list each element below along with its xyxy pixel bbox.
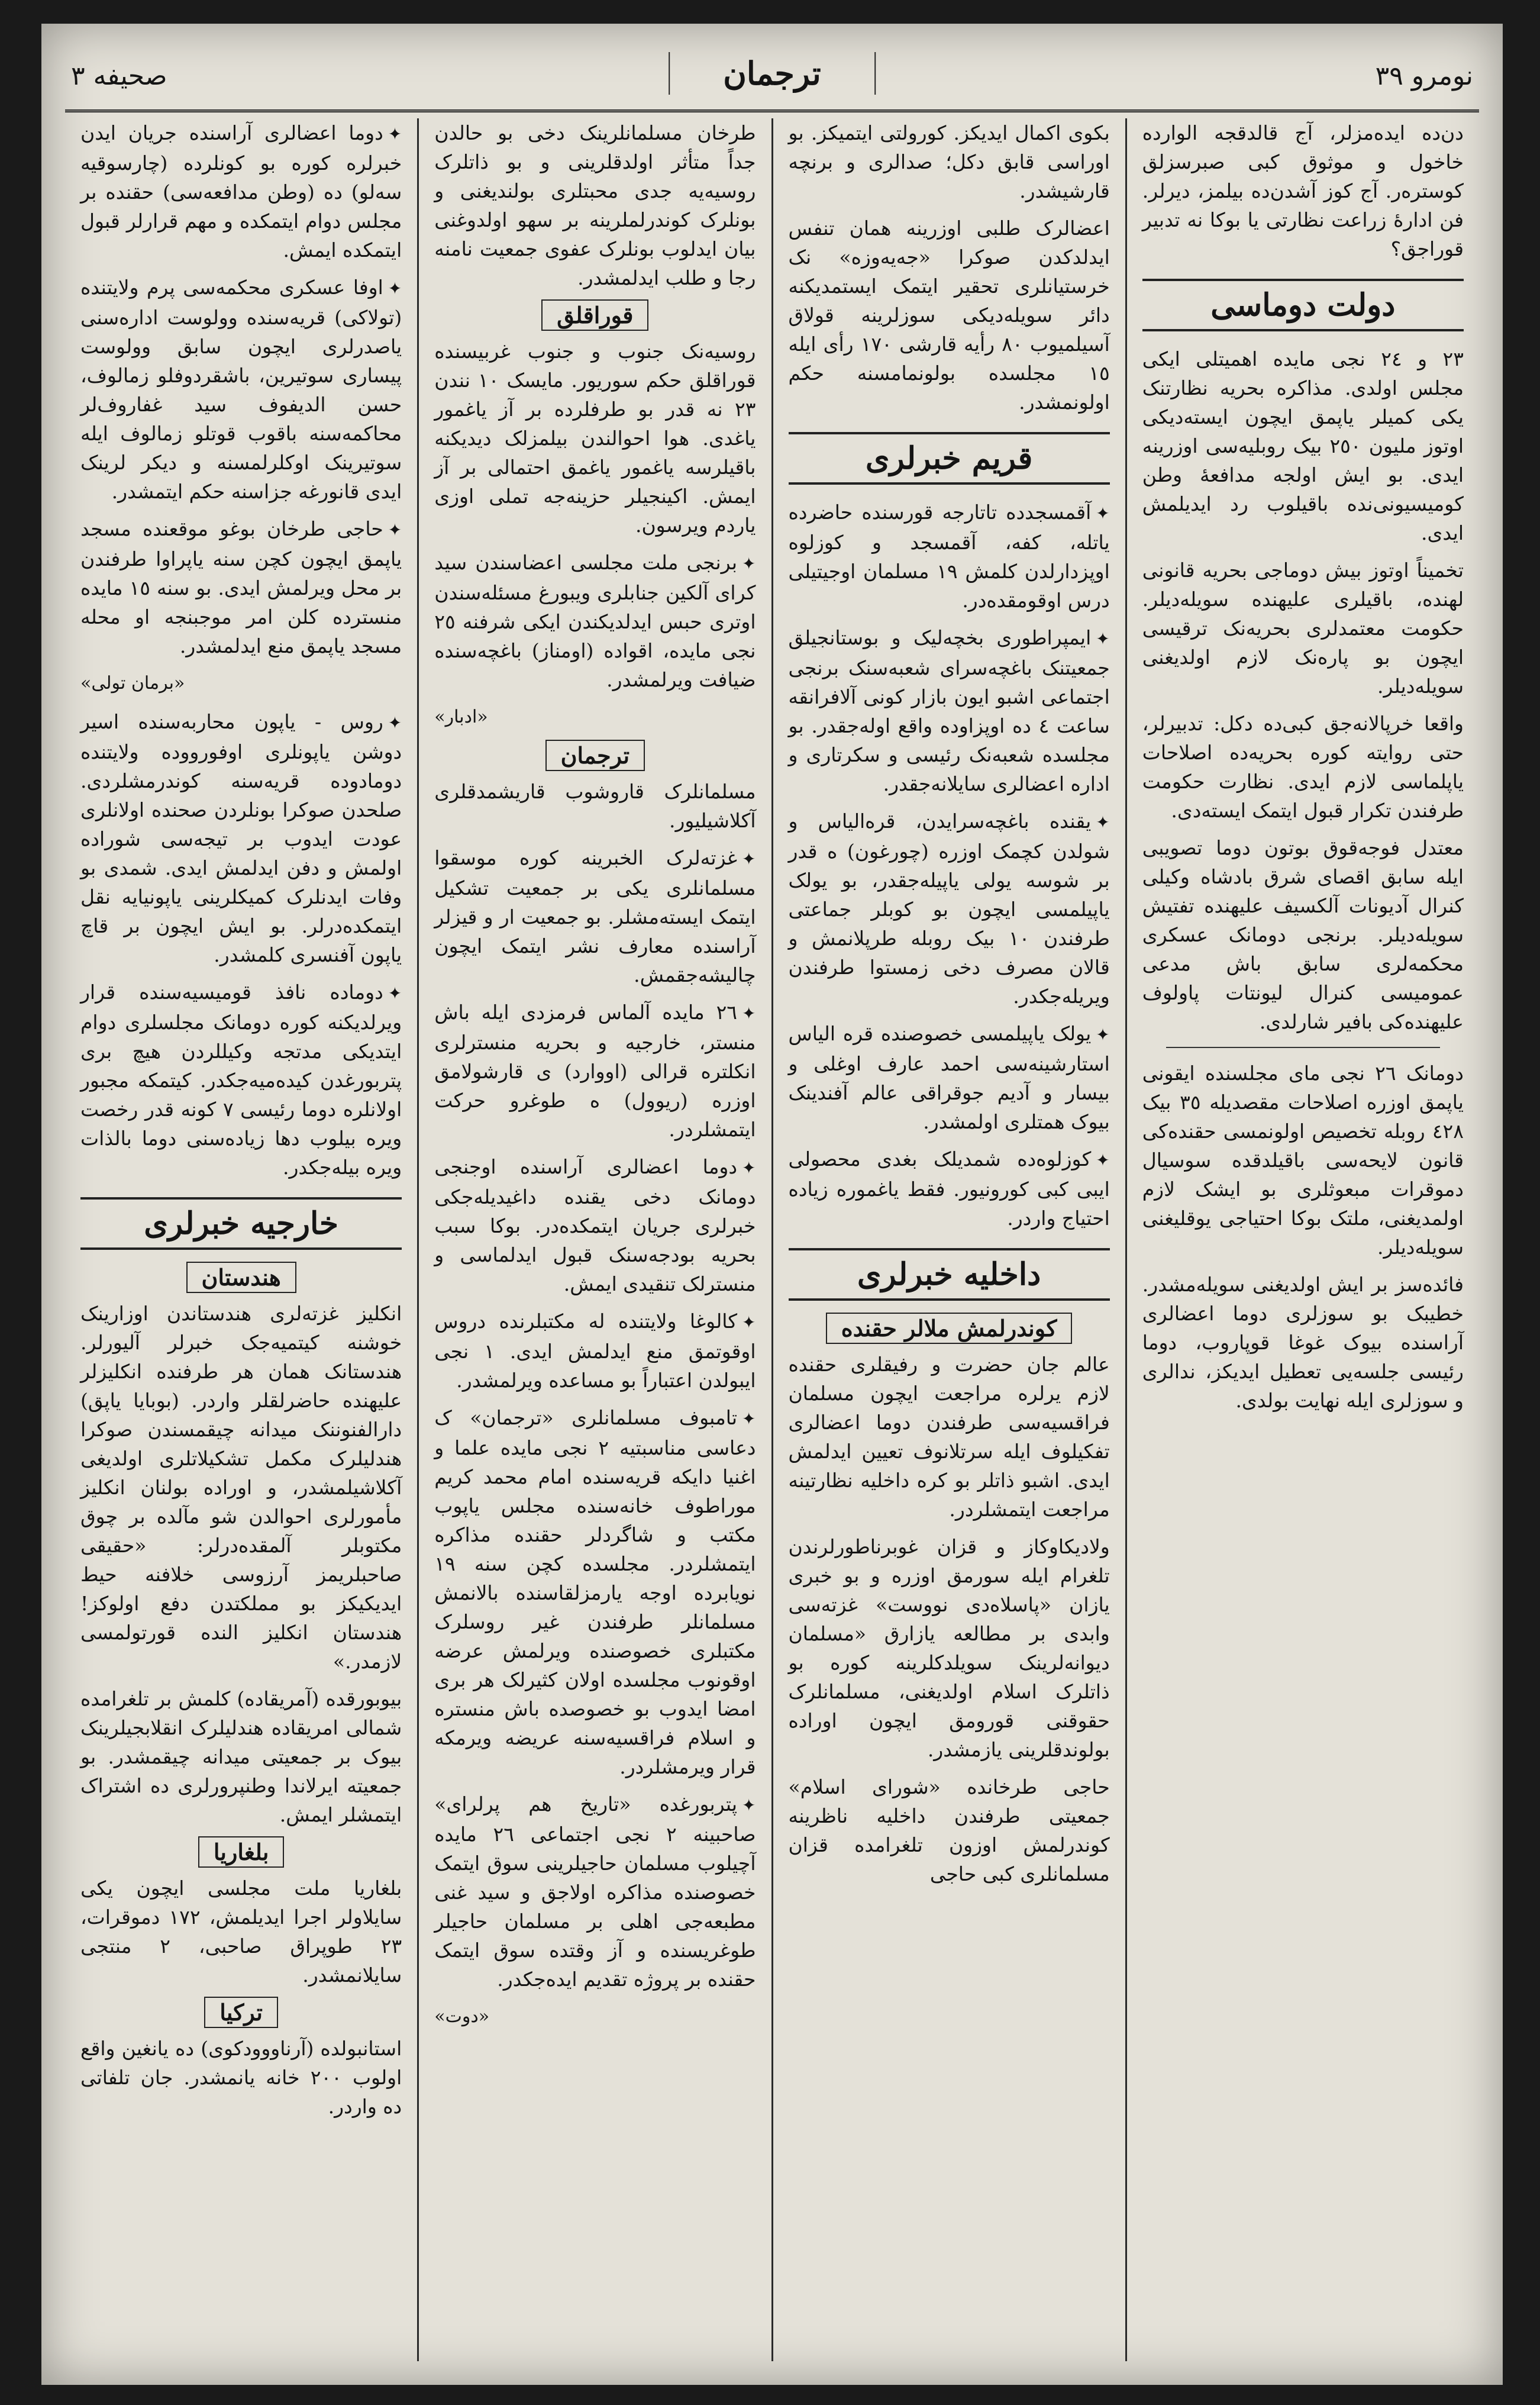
news-text: آقمسجدده تاتارجه قورسنده حاضرده یاتله، کفه، آقمسجد و کوزلوه اوپزدارلدن کلمش ١٩ مسلمان اوجیتیلی درس اوقومقده‌در.	[788, 501, 1110, 612]
bullet-icon: ✦	[388, 984, 402, 1003]
paragraph: بکوی اکمال ایدیکز. کورولتی ایتمیکز. بو اوراسی قابق دکل؛ صدالری و برنچه قارشیشدر.	[788, 121, 1110, 202]
news-item	[434, 1307, 756, 1395]
news-item	[80, 273, 402, 506]
paragraph: ولادیکاوکاز و قزان غوبرناطورلرندن تلغرام ایله سورمق اوزره و بو خبری یازان «پاسلاه‌دی نووست» غزته‌سی وابدی بر مطالعه یازارق «مسلمان دیوانه‌لرینک سویلدکلرینه کوره بو ذاتلرک اسلام اولدیغنی، مسلمانلرک حقوقنی قورومق ایچون اوراده بولوندقلرینی یازمشدر.	[788, 1535, 1110, 1761]
news-item	[789, 498, 1110, 615]
sub-title	[789, 1314, 1110, 1343]
sub-title-text: هندستان	[186, 1262, 296, 1293]
bullet-icon: ✦	[742, 1313, 756, 1332]
column-2	[773, 118, 1127, 2361]
news-item	[434, 998, 756, 1144]
news-text: ایمپراطوری بخچه‌لیک و بوستانجیلق جمعیتنک باغچه‌سرای شعبه‌سنک برنجی اجتماعی اشبو ایون بازار کونی آلافرانقه ساعت ٤ ده اوپزاوده واقع اوله‌جقدر. بو مجلسده شعبه‌نک رئیسی و سکرتاری و اداره اعضالری سایلانه‌جقدر.	[788, 626, 1110, 795]
news-item	[80, 514, 402, 660]
column-4	[65, 118, 419, 2361]
news-item	[434, 1403, 756, 1781]
news-text: کوزلوه‌ده شمدیلک بغدی محصولی ایبی کبی کورونیور. فقط یاغموره زیاده احتیاج واردر.	[788, 1147, 1110, 1230]
news-item	[80, 707, 402, 969]
bullet-icon: ✦	[1096, 813, 1110, 832]
bullet-icon: ✦	[1096, 1150, 1110, 1170]
column-1	[1127, 118, 1479, 2361]
paragraph: عالم جان حضرت و رفیقلری حقنده لازم یرلره مراجعت ایچون مسلمان فراقسیه‌سی طرفندن دوما اعضالری تفکیلوف ایله سرتلانوف تعیین ایدلمش ایدی. اشبو ذاتلر بو کره داخلیه نظارتینه مراجعت ایتمشلردر.	[788, 1353, 1110, 1521]
paragraph: حاجی طرخانده «شورای اسلام» جمعیتی طرفندن داخلیه ناظرینه کوندرلمش اوزون تلغرامده قزان مسلمانلری کبی حاجی	[788, 1775, 1110, 1885]
news-item	[434, 843, 756, 989]
signature: «برمان تولی»	[80, 673, 185, 694]
bullet-icon: ✦	[1096, 1025, 1110, 1044]
signature: «ادبار»	[434, 707, 488, 727]
section-title-state-duma: دولت دوماسی	[1142, 279, 1464, 331]
paragraph: معتدل فوجه‌قوق بوتون دوما تصویبی ایله سابق اقصای شرق بادشاه وکیلی کنرال آدیونات آلکسیف علیهنده تفتیش سویله‌دیلر. برنجی دومانک عسکری محکمه‌لری سابق باش مدعی عمومیسی کنرال لیونتات پاولوف علیهنده‌کی بافیر شارلدی.	[1142, 836, 1464, 1033]
paragraph: استانبولده (آرناووودکوی) ده یانغین واقع اولوب ٢٠٠ خانه یانمشدر. جان تلفاتی ده واردر.	[80, 2037, 402, 2118]
news-item	[789, 807, 1110, 1011]
paragraph: بلغاریا ملت مجلسی ایچون یکی سایلاولر اجرا ایدیلمش، ١٧٢ دموقرات، ٢٣ طوپراق صاحبی، ٢ منتجی سایلانمشدر.	[80, 1877, 402, 1987]
news-text: یولک یاپیلمسی خصوصنده قره الیاس استارشینه‌سی احمد عارف اوغلی و بیسار و آدیم جوقراقی عالم آفندینک بیوک همتلری اولمشدر.	[788, 1022, 1110, 1133]
signature: «دوت»	[434, 2006, 490, 2027]
news-text: پتربورغده «تاریخ هم پرلرای» صاحبینه ٢ نجی اجتماعی ٢٦ مایده آچیلوب مسلمان حاجیلرینی سوق ایتمک خصوصنده مذاکره اولاجق و سید غنی مطبعه‌جی اهلی بر مسلمان حاجیلر طوغریسنده و آز وقتده سوق ایتمک حقنده بر پروژه تقدیم ایده‌جکدر.	[434, 1793, 756, 1991]
section-title-foreign-news: خارجیه خبرلری	[80, 1197, 402, 1250]
news-item	[789, 1145, 1110, 1233]
newspaper-name: ترجمان	[669, 52, 876, 95]
paragraph: تخمیناً اوتوز بیش دوماجی بحریه قانونی لهنده، باقیلری علیهنده سویله‌دیلر. حکومت معتمدلری بحریه‌نک ترقیسی ایچون بو پاره‌نک لازم اولدیغنی سویله‌دیلر.	[1142, 559, 1464, 698]
sub-title-bulgaria	[80, 1837, 402, 1866]
columns	[65, 118, 1479, 2361]
bullet-icon: ✦	[388, 713, 402, 733]
paragraph: انکلیز غزته‌لری هندستاندن اوزارینک خوشنه کیتمیه‌جک خبرلر آلیورلر. هندستانک همان هر طرفنده انکلیزلر علیهنده حاضرلقلر واردر. (بوبایا یاپق) دارالفنوننک میدانه چیقمسندن صوکرا هندلیلرک مکمل تشکیلاتلری اولدیغی آکلاشیلمشدر، و اوراده بولنان انکلیز مأمورلری احوالدن شو مآلده بر چوق مکتوبلر آلمقده‌درلر: «حقیقی صاحبلریمز آرزوسی خلافنه حیط ایدیکیکز بو مملکتدن دفع اولوکز! هندستان انکلیز النده قورتولمسی لازمدر.»	[80, 1302, 402, 1673]
news-item	[80, 978, 402, 1182]
paragraph: روسیه‌نک جنوب و جنوب غربیسنده قوراقلق حکم سوریور. مایسک ١٠ نندن ٢٣ نه قدر بو طرفلرده بر آز یاغمور یاغدی. هوا احوالندن بیلمزلک دیدیکنه باقیلرسه یاغمور یاغمق احتمالی بر آز ایمش. اکینجیلر حزینه‌جه تملی اوزی یاردم ویرسون.	[434, 340, 756, 537]
sub-title-text: بلغاریا	[198, 1836, 285, 1868]
masthead-rule	[65, 109, 1479, 112]
news-item	[434, 1790, 756, 1994]
news-item	[789, 1019, 1110, 1136]
bullet-icon: ✦	[742, 1158, 756, 1178]
news-text: غزته‌لرک الخبرینه کوره موسقوا مسلمانلری یکی بر جمعیت تشکیل ایتمک ایسته‌مشلر. بو جمعیت ار و قیزلر آراسنده معارف نشر ایتمک ایچون چالیشه‌جقمش.	[434, 846, 756, 986]
bullet-icon: ✦	[742, 849, 756, 869]
sub-title-terjuman	[434, 741, 756, 770]
news-text: حاجی طرخان بوغو موقعنده مسجد یاپمق ایچون کچن سنه یاپراوا طرفندن بر محل ویرلمش ایدی. بو سنه ١٥ مایده منسترده کلن امر موجبنجه او محله مسجد یاپمق منع ایدلمشدر.	[80, 517, 402, 657]
sub-title-text: ترجمان	[545, 740, 645, 771]
news-text: دوما اعضالری آراسنده اوجنجی دومانک دخی یقنده داغیدیله‌جکی خبرلری جریان ایتمکده‌در. بوکا سبب بحریه بودجه‌سنک قبول ایدلماسی و منسترلک تنقیدی ایمش.	[434, 1155, 756, 1295]
newspaper-page	[41, 24, 1503, 2385]
section-title-crimea-news: قریم خبرلری	[789, 432, 1110, 485]
news-text: دوما اعضالری آراسنده جریان ایدن خبرلره کوره بو کونلرده (چارسوقیه سه‌لو) ده (وطن مدافعه‌سی) حقنده بر مجلس دوام ایتمکده و مهم قرارلر قبول ایتمکده ایمش.	[80, 121, 402, 262]
sub-title-drought	[434, 301, 756, 330]
news-text: تامبوف مسلمانلری «ترجمان» ک دعاسی مناسبتیه ٢ نجی مایده علما و اغنیا دایکه قریه‌سنده امام محمد کریم موراطوف خانه‌سنده مجلس یاپوب مکتب و شاگردلر حقنده مذاکره ایتمشلردر. مجلسده کچن سنه ١٩ نویابرده اوجه یارمزلقاسنده بالانمش مسلمانلر طرفندن غیر روسلرک مکتبلری خصوصنده ویرلمش عرضه اوقونوب مجلسده اولان کثیرلک هر بری امضا ایدوب بو خصوصده باش منستره و اسلام فراقسیه‌سنه عریضه ویرمکه قرار ویرمشلردر.	[434, 1406, 756, 1778]
sub-title-turkey	[80, 1998, 402, 2027]
bullet-icon: ✦	[388, 279, 402, 298]
bullet-icon: ✦	[742, 1795, 756, 1815]
news-item	[789, 623, 1110, 798]
bullet-icon: ✦	[1096, 504, 1110, 523]
sub-title-india	[80, 1263, 402, 1292]
paragraph: ٢٣ و ٢٤ نجی مایده اهمیتلی ایکی مجلس اولدی. مذاکره بحریه نظارتنک یکی کمیلر یاپمق ایچون ایسته‌دیکی اوتوز ملیون ٢٥٠ بیک روبلیه‌سی اوزرینه ایدی. بو ایش اولجه مدافعهٔ وطن کومیسیونی‌نده باقیلوب رد ایدیلمش ایدی.	[1142, 347, 1464, 544]
news-text: روس - یاپون محاربه‌سنده اسیر دوشن یاپونلری اوفورووده ولایتنده دومادوده قریه‌سنه کوندرمشلردی. صلحدن صوکرا بونلردن صحنده اولانلری عودت ایدوب بر تیجه‌سی شوراده اولمش و دفن ایدلمش ایدی. شمدی بو وفات ایدنلرک کمیکلرینی یاپونیایه نقل ایتمکده‌درلر. بو ایش ایچون بر قاچ یاپون آفنسری کلمشدر.	[80, 710, 402, 966]
paragraph: فائده‌سز بر ایش اولدیغنی سویله‌مشدر. خطیبک بو سوزلری دوما اعضالری آراسنده بیوک غوغا قوپاروب، دوما رئیسی جلسه‌یی تعطیل ایدیکز، ندالری و سوزلری ایله نهایت بولدی.	[1142, 1273, 1464, 1412]
bullet-icon: ✦	[742, 1004, 756, 1023]
masthead	[65, 40, 1479, 117]
news-text: برنجی ملت مجلسی اعضاسندن سید کرای آلکین جنابلری ویبورغ مسئله‌سندن اوتری حبس ایدلدیکندن ایکی شرفنه ٢٥ نجی مایده، اقواده (اومناز) باغچه‌سنده ضیافت ویرلمشدر.	[434, 551, 756, 691]
issue-number: نومرو ٣٩	[1375, 61, 1473, 91]
sub-title-text: ترکیا	[204, 1997, 278, 2028]
news-text: یقنده باغچه‌سرایدن، قره‌الیاس و شولدن کچمک اوزره (چورغون) ه قدر بر شوسه یولی یاپیله‌جقدر، بو یولک یاپیلمسی ایچون بو کوبلر جماعتی طرفندن ١٠ بیک روبله طرپلانمش و قالان مصرف دخی زمستوا طرفندن ویریله‌جکدر.	[788, 810, 1110, 1008]
bullet-icon: ✦	[1096, 629, 1110, 649]
intro-paragraph: دن‌ده ایده‌مزلر، آج قالدقجه الوارده خاخول و موثوق کبی صبرسزلق کوستره‌ر. آج کوز آشدن‌ده بیلمز، دیرلر. فن ادارهٔ زراعت نظارتی یا بوکا نه تدبیر قوراجق؟	[1142, 121, 1464, 260]
section-title-domestic-news: داخلیه خبرلری	[789, 1248, 1110, 1301]
column-3	[419, 118, 773, 2361]
paragraph: دومانک ٢٦ نجی مای مجلسنده ایقونی یاپمق اوزره اصلاحات مقصدیله ٣٥ بیک ٤٢٨ روبله تخصیص اولونمسی حقنده‌کی قانون لایحه‌سی باقیلدقده سوسیال دموقرات مبعوثلری بو ایشک لازم اولمدیغنی، ملتک بوکا احتیاجی یوقلیغنی سویله‌دیلر.	[1142, 1062, 1464, 1259]
news-text: دوماده نافذ قومیسیه‌سنده قرار ویرلدیکنه کوره دومانک مجلسلری دوام ایتدیکی مدتجه وکیللردن هیچ بری پتربورغدن کیده‌میه‌جکدر. کیتمکه مجبور اولانلره دوما رئیسی ٧ کونه قدر رخصت ویره بیلوب دها زیاده‌سنی دوما بالذات ویره بیله‌جکدر.	[80, 981, 402, 1179]
paragraph: بیوبورقده (آمریقاده) کلمش بر تلغرامده شمالی امریقاده هندلیلرک انقلابجیلرینک بیوک بر جمعیتی میدانه چیقمشدر. بو جمعیته ایرلاندا وطنپرورلری ده اشتراک ایتمشلر ایمش.	[80, 1687, 402, 1826]
page-label: صحیفه ٣	[71, 61, 167, 91]
divider	[1166, 1047, 1440, 1048]
paragraph: واقعا خرپالانه‌جق کبی‌ده دکل: تدبیرلر، حتی روایته کوره بحریه‌ده اصلاحات یاپلماسی لازم ایدی. نظارت حکومت طرفندن تکرار قبول ایتمک ایسته‌دی.	[1142, 712, 1464, 822]
news-text: اوفا عسکری محکمه‌سی پرم ولایتنده (تولاکی) قریه‌سنده وولوست اداره‌سنی یاصدرلری ایچون سابق وولوست پیساری سوتیرین، باشقردوفلو زمالوف، حسن الدیفوف سید غفاروف‌لر محاکمه‌سنه باقوب قوتلو زمالوف ایله سوتیرینک اوکلرلمسنه و دیکر لرینک ایدی قانورغه جزاسنه حکم ایتمشدر.	[80, 276, 402, 503]
news-text: کالوغا ولایتنده له مکتبلرنده دروس اوقوتمق منع ایدلمش ایدی. ١ نجی ایبولدن اعتباراً بو مساعده ویرلمشدر.	[434, 1310, 756, 1392]
bullet-icon: ✦	[742, 1409, 756, 1429]
news-text: ٢٦ مایده آلماس فرمزدی ایله باش منستر، خارجیه و بحریه منسترلری انکلتره قرالی (اووارد) ی قارشولامق اوزره (ریوول) ه طوغرو حرکت ایتمشلردر.	[434, 1001, 756, 1141]
bullet-icon: ✦	[742, 554, 756, 573]
news-item	[434, 1152, 756, 1298]
sub-title-text: قوراقلق	[541, 299, 648, 331]
news-item	[434, 548, 756, 694]
paragraph: طرخان مسلمانلرینک دخی بو حالدن جداً متأثر اولدقلرینی و بو ذاتلرک روسیه‌یه جدی محبتلری بولندیغنی و بونلرک کوندرلملرینه بر سهو اولدوغنی بیان ایدلوب بونلرک عفوی جمعیت نامنه رجا و طلب ایدلمشدر.	[434, 121, 756, 289]
paragraph: مسلمانلرک قاروشوب قاریشمدقلری آکلاشیلیور.	[434, 780, 756, 832]
bullet-icon: ✦	[388, 124, 402, 144]
bullet-icon: ✦	[388, 520, 402, 540]
paragraph: اعضالرک طلبی اوزرینه همان تنفس ایدلدکدن صوکرا «جه‌یه‌وزه» نک خرستیانلری تحقیر ایتمک ایستمدیکنه دائر سویله‌دیکی سوزلرینه قولاق آسیلمیوب ٨٠ رأیه قارشی ١٧٠ رأی ایله ١٥ مجلسده بولونمامسنه حکم اولونمشدر.	[788, 217, 1110, 414]
sub-title-text: کوندرلمش ملالر حقنده	[826, 1313, 1073, 1344]
news-item	[80, 118, 402, 265]
